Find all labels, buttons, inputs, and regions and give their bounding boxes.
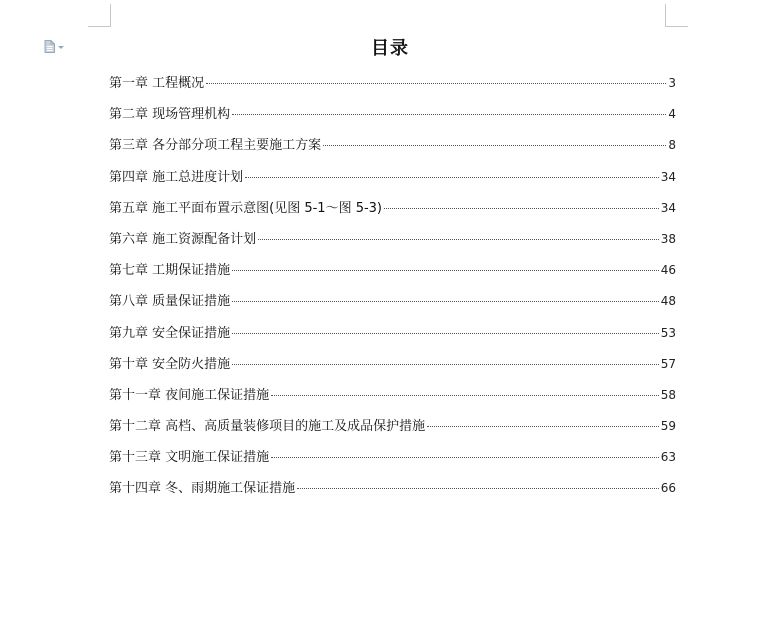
toc-entry-label: 第四章 施工总进度计划 — [109, 169, 244, 185]
toc-entry-page-number: 34 — [660, 200, 676, 215]
toc-entry-page-number: 3 — [668, 76, 676, 90]
toc-entry[interactable] — [109, 136, 676, 167]
toc-entry-label: 第十章 安全防火措施 — [109, 356, 231, 372]
toc-dot-leader — [232, 113, 666, 115]
toc-entry-page-number: 46 — [660, 263, 676, 278]
toc-entry-label: 第八章 质量保证措施 — [109, 294, 231, 310]
toc-entry-page-number: 4 — [668, 107, 676, 122]
toc-entry-page-number: 66 — [660, 481, 676, 496]
toc-dot-leader — [232, 332, 659, 334]
toc-entry-page-number: 58 — [660, 387, 676, 402]
toc-entry[interactable] — [109, 230, 676, 261]
toc-entry-label: 第九章 安全保证措施 — [109, 325, 231, 341]
toc-entry[interactable] — [109, 355, 676, 386]
toc-entry-page-number: 59 — [660, 419, 676, 434]
toc-dot-leader — [427, 425, 659, 427]
toc-dot-leader — [297, 487, 659, 489]
toc-entry-label: 第十四章 冬、雨期施工保证措施 — [109, 481, 296, 497]
toc-entry-label: 第六章 施工资源配备计划 — [109, 231, 257, 247]
toc-dot-leader — [232, 363, 659, 365]
toc-entry[interactable] — [109, 168, 676, 199]
toc-entry-label: 第七章 工期保证措施 — [109, 263, 231, 279]
crop-mark-top-left — [88, 4, 111, 27]
toc-entry[interactable] — [109, 324, 676, 355]
toc-entry-page-number: 38 — [660, 231, 676, 246]
toc-entry-page-number: 63 — [660, 450, 676, 465]
toc-entry-label: 第十一章 夜间施工保证措施 — [109, 387, 270, 403]
toc-dot-leader — [245, 176, 659, 178]
toc-entry[interactable] — [109, 199, 676, 230]
toc-entry-page-number: 57 — [660, 356, 676, 371]
toc-entry-page-number: 34 — [660, 169, 676, 184]
toc-entry[interactable] — [109, 74, 676, 105]
toc-entry-label: 第一章 工程概况 — [109, 76, 205, 91]
crop-mark-top-right — [665, 4, 688, 27]
toc-entry-label: 第十三章 文明施工保证措施 — [109, 450, 270, 466]
toc-entry[interactable] — [109, 479, 676, 510]
toc-dot-leader — [258, 238, 659, 240]
toc-dot-leader — [323, 144, 666, 146]
toc-entry[interactable] — [109, 261, 676, 292]
toc-dot-leader — [232, 300, 659, 302]
page-title: 目录 — [371, 38, 409, 59]
toc-list — [109, 74, 676, 511]
toc-entry-page-number: 53 — [660, 325, 676, 340]
toc-dot-leader — [271, 394, 659, 396]
toc-entry-page-number: 8 — [668, 138, 676, 153]
toc-entry[interactable] — [109, 292, 676, 323]
toc-dot-leader — [206, 82, 666, 84]
toc-dot-leader — [232, 269, 659, 271]
toc-entry-label: 第二章 现场管理机构 — [109, 107, 231, 123]
toc-entry-label: 第十二章 高档、高质量装修项目的施工及成品保护措施 — [109, 419, 426, 435]
toc-dot-leader — [271, 456, 659, 458]
toc-entry-page-number: 48 — [660, 294, 676, 309]
toc-dot-leader — [384, 207, 659, 209]
toc-entry[interactable] — [109, 448, 676, 479]
toc-entry-label: 第三章 各分部分项工程主要施工方案 — [109, 138, 322, 154]
toc-entry[interactable] — [109, 386, 676, 417]
toc-entry-label: 第五章 施工平面布置示意图(见图 5-1～图 5-3) — [109, 200, 383, 216]
toc-entry[interactable] — [109, 417, 676, 448]
toc-entry[interactable] — [109, 105, 676, 136]
